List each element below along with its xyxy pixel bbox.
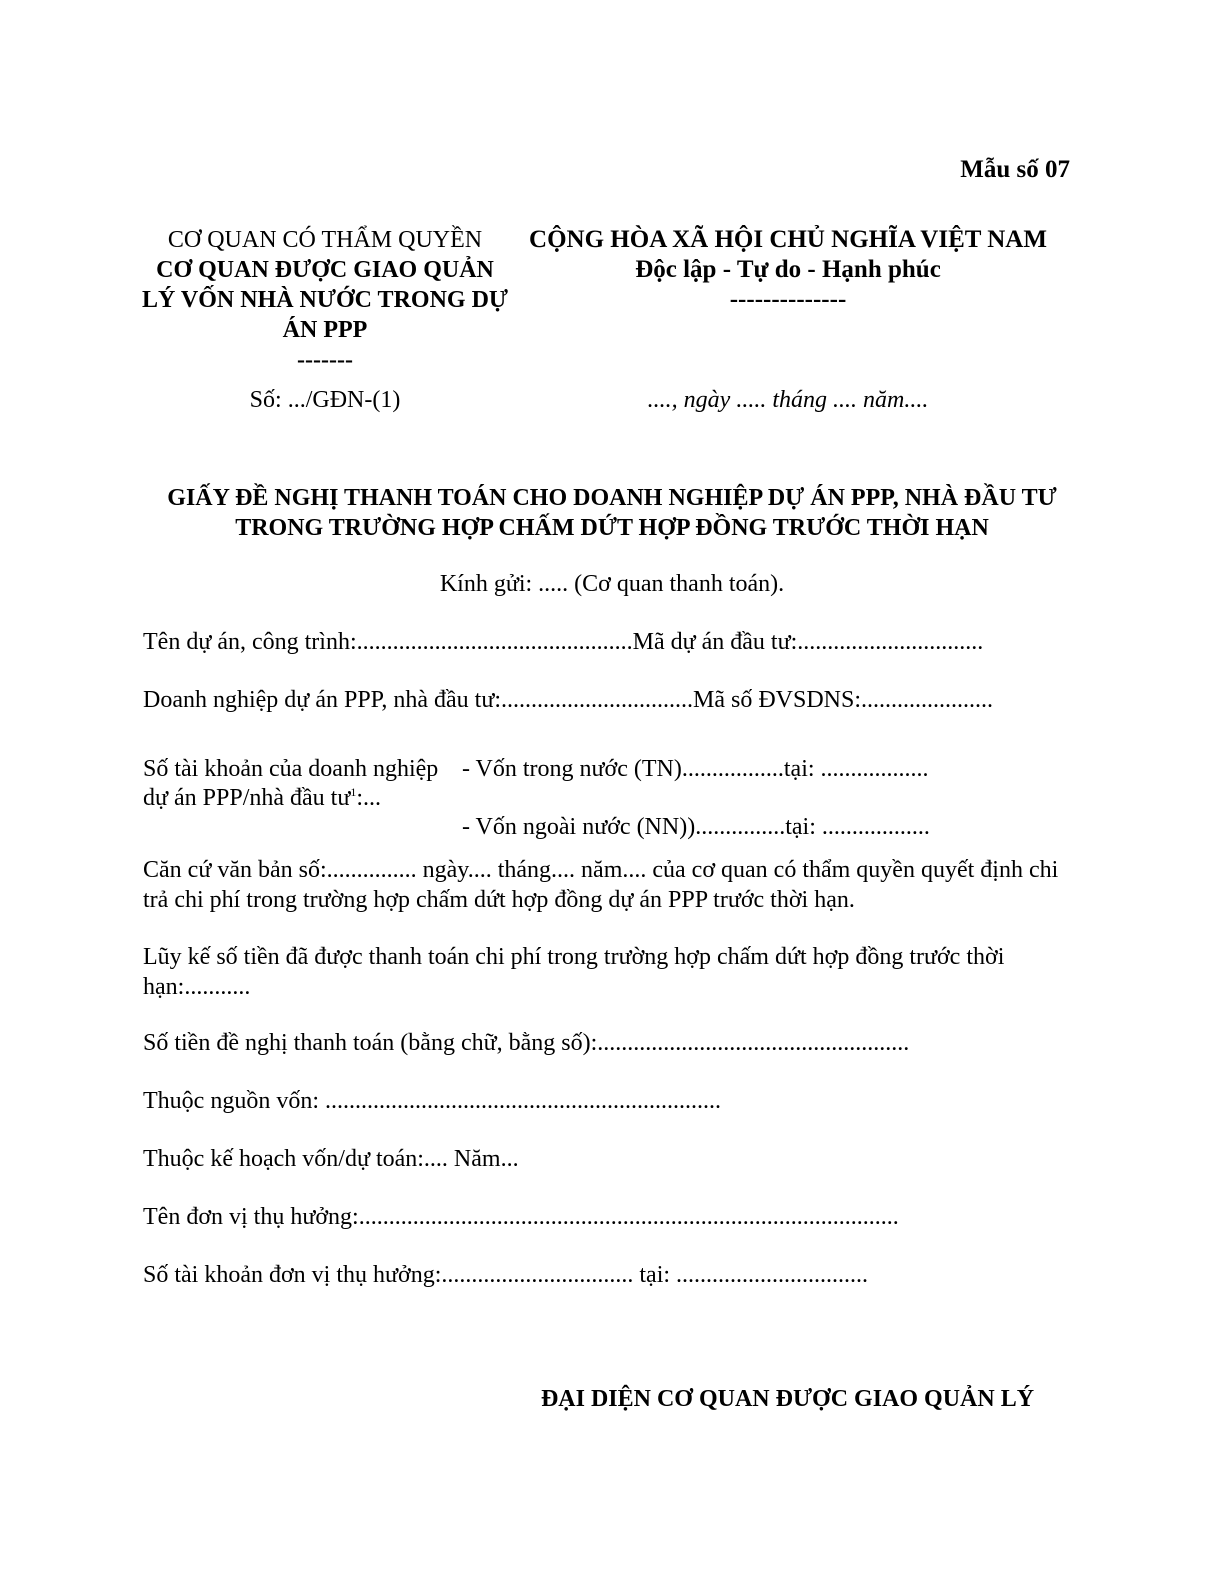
account-label-text: Số tài khoản của doanh nghiệp dự án PPP/nhà đầu tư <box>143 756 439 811</box>
account-label-end: :... <box>356 785 382 811</box>
capital-source-field: Thuộc nguồn vốn: .................................................................. <box>143 1088 721 1114</box>
basis-paragraph: Căn cứ văn bản số:............... ngày.... tháng.... năm.... của cơ quan có thẩm quyền quyết định chi trả chi phí trong trường hợp chấm dứt hợp đồng dự án PPP trước thời hạn. <box>143 857 1059 913</box>
issuing-agency-block <box>140 225 510 375</box>
national-header-block <box>512 225 1064 315</box>
footnote-marker: 1 <box>350 785 357 799</box>
national-motto: Độc lập - Tự do - Hạnh phúc <box>635 256 941 283</box>
managing-agency-name: CƠ QUAN ĐƯỢC GIAO QUẢN LÝ VỐN NHÀ NƯỚC TRONG DỰ ÁN PPP <box>141 257 508 343</box>
document-number: Số: .../GĐN-(1) <box>249 387 401 413</box>
account-label <box>143 755 443 813</box>
authority-name: CƠ QUAN CÓ THẨM QUYỀN <box>167 227 483 253</box>
accumulated-paragraph: Lũy kế số tiền đã được thanh toán chi phí trong trường hợp chấm dứt hợp đồng trước thời hạn:........... <box>143 944 1005 1000</box>
recipient-line: Kính gửi: ..... (Cơ quan thanh toán). <box>439 571 785 597</box>
form-code: Mẫu số 07 <box>960 156 1070 183</box>
amount-requested-field: Số tiền đề nghị thanh toán (bằng chữ, bằng số):.................................................... <box>143 1030 910 1056</box>
beneficiary-field: Tên đơn vị thụ hưởng:.......................................................................................... <box>143 1204 899 1230</box>
project-name-field: Tên dự án, công trình:..............................................Mã dự án đầu tư:............................... <box>143 629 984 655</box>
country-name: CỘNG HÒA XÃ HỘI CHỦ NGHĨA VIỆT NAM <box>529 226 1047 253</box>
date-line: ...., ngày ..... tháng .... năm.... <box>647 387 929 413</box>
beneficiary-account-field: Số tài khoản đơn vị thụ hưởng:................................ tại: ................................ <box>143 1262 869 1288</box>
signer-title: ĐẠI DIỆN CƠ QUAN ĐƯỢC GIAO QUẢN LÝ <box>540 1386 1035 1412</box>
left-divider: ------- <box>297 347 353 373</box>
enterprise-field: Doanh nghiệp dự án PPP, nhà đầu tư:................................Mã số ĐVSDNS:...................... <box>143 687 994 713</box>
foreign-capital-field: - Vốn ngoài nước (NN))...............tại: .................. <box>462 814 930 840</box>
right-divider: -------------- <box>729 286 847 313</box>
document-title: GIẤY ĐỀ NGHỊ THANH TOÁN CHO DOANH NGHIỆP DỰ ÁN PPP, NHÀ ĐẦU TƯ TRONG TRƯỜNG HỢP CHẤM DỨT HỢP ĐỒNG TRƯỚC THỜI HẠN <box>167 485 1057 541</box>
domestic-capital-field: - Vốn trong nước (TN).................tại: .................. <box>462 756 929 782</box>
capital-plan-field: Thuộc kế hoạch vốn/dự toán:.... Năm... <box>143 1146 519 1172</box>
